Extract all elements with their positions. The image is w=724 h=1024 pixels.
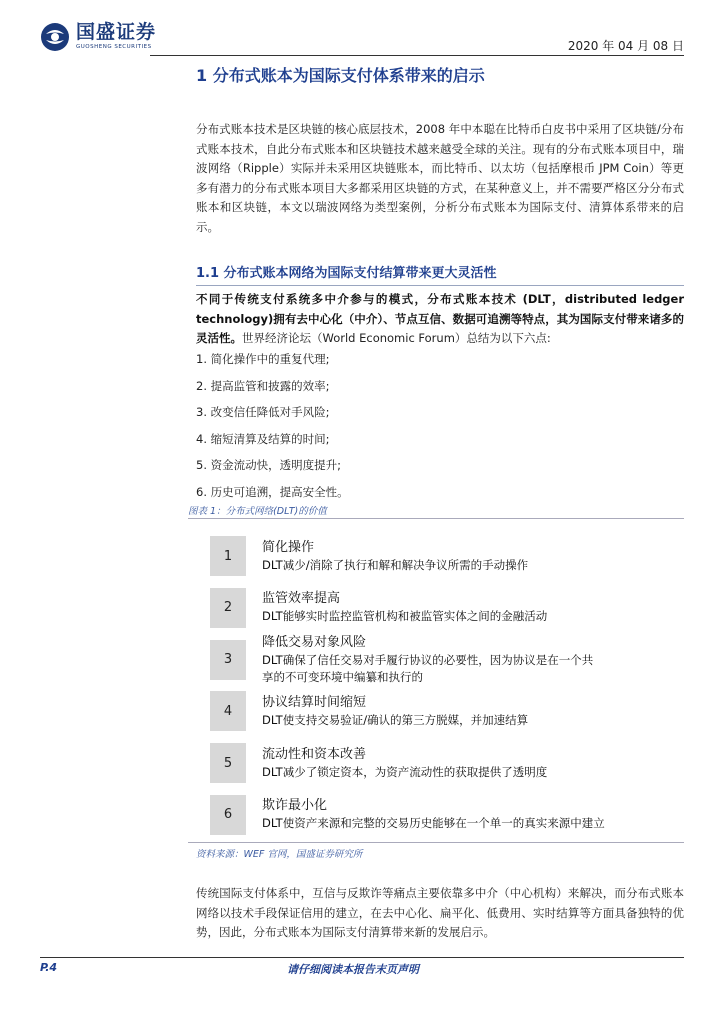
table-row: [210, 790, 680, 840]
row-number: 2: [210, 588, 246, 628]
report-date: 2020 年 04 月 08 日: [567, 39, 684, 53]
row-description: DLT确保了信任交易对手履行协议的必要性，因为协议是在一个共: [262, 652, 594, 667]
table-row: [210, 635, 680, 685]
table-row: [210, 583, 680, 633]
footer-divider: [40, 957, 684, 958]
figure-source: 资料来源：WEF 官网，国盛证券研究所: [196, 849, 363, 860]
intro-paragraph: 分布式账本技术是区块链的核心底层技术，2008 年中本聪在比特币白皮书中采用了区块链/分布式账本技术，自此分布式账本和区块链技术越来越受全球的关注。现有的分布式账本项目中，瑞波网络（Ripple）实际并未采用区块链账本，而比特币、以太坊（包括摩根币 JPM Coin）等更多有潜力的分布式账本项目大多都采用区块链的方式，在某种意义上，并不需要严格区分分布式账本和区块链，本文以瑞波网络为类型案例，分析分布式账本为国际支付、清算体系带来的启示。: [196, 122, 684, 234]
row-title: 欺诈最小化: [262, 798, 328, 814]
header-divider: [150, 55, 684, 56]
row-title: 监管效率提高: [262, 591, 341, 607]
page-number: P.4: [40, 961, 58, 974]
table-row: [210, 531, 680, 581]
benefits-list: [196, 346, 684, 505]
figure-bottom-divider: [188, 842, 684, 843]
section-title: 1 分布式账本为国际支付体系带来的启示: [196, 66, 485, 85]
list-item: 5. 资金流动快，透明度提升;: [196, 458, 342, 472]
subsection-divider: [196, 285, 684, 286]
subsection-title: 1.1 分布式账本网络为国际支付结算带来更大灵活性: [196, 266, 497, 281]
row-description: DLT减少/消除了执行和解和解决争议所需的手动操作: [262, 557, 529, 572]
logo-chinese: 国盛证券: [76, 21, 157, 44]
row-title: 协议结算时间缩短: [262, 694, 367, 710]
row-number: 6: [210, 795, 246, 835]
row-description-cont: 享的不可变环境中编纂和执行的: [262, 669, 423, 684]
list-item: 2. 提高监管和披露的效率;: [196, 378, 330, 393]
figure-top-divider: [188, 518, 684, 519]
figure-caption: 图表 1：分布式网络(DLT)的价值: [188, 506, 327, 517]
logo-english: GUOSHENG SECURITIES: [76, 44, 152, 51]
dlt-value-table: [210, 531, 680, 842]
row-title: 简化操作: [262, 539, 315, 555]
company-logo: [40, 22, 156, 52]
row-number: 4: [210, 691, 246, 731]
list-item: 1. 简化操作中的重复代理;: [196, 352, 330, 366]
row-title: 降低交易对象风险: [262, 634, 367, 650]
list-item: 3. 改变信任降低对手风险;: [196, 405, 330, 419]
lead-bold-text: 不同于传统支付系统多中介参与的模式，分布式账本技术 (DLT，distributed ledger technology)拥有去中心化（中介）、节点互信、数据可追溯等特点，其为国际支付带来诸多的灵活性。: [196, 292, 685, 345]
closing-paragraph: 传统国际支付体系中，互信与反欺诈等痛点主要依靠多中介（中心机构）来解决，而分布式账本网络以技术手段保证信用的建立，在去中心化、扁平化、低费用、实时结算等方面具备独特的优势，因此，分布式账本为国际支付清算带来新的发展启示。: [196, 886, 684, 939]
row-title: 流动性和资本改善: [262, 746, 367, 762]
list-item: 6. 历史可追溯，提高安全性。: [196, 484, 349, 499]
row-number: 3: [210, 640, 246, 680]
table-row: [210, 738, 680, 788]
lead-rest-text: 世界经济论坛（World Economic Forum）总结为以下六点:: [242, 331, 551, 345]
list-item: 4. 缩短清算及结算的时间;: [196, 431, 330, 446]
row-description: DLT使资产来源和完整的交易历史能够在一个单一的真实来源中建立: [262, 816, 605, 831]
table-row: [210, 686, 680, 736]
row-number: 5: [210, 743, 246, 783]
row-number: 1: [210, 536, 246, 576]
disclaimer-note: 请仔细阅读本报告末页声明: [287, 963, 419, 976]
row-description: DLT减少了锁定资本，为资产流动性的获取提供了透明度: [262, 764, 548, 779]
row-description: DLT使支持交易验证/确认的第三方脱媒，并加速结算: [262, 712, 529, 727]
guosheng-logo-icon: [40, 22, 70, 52]
lead-paragraph: [196, 290, 684, 349]
row-description: DLT能够实时监控监管机构和被监管实体之间的金融活动: [262, 609, 548, 624]
